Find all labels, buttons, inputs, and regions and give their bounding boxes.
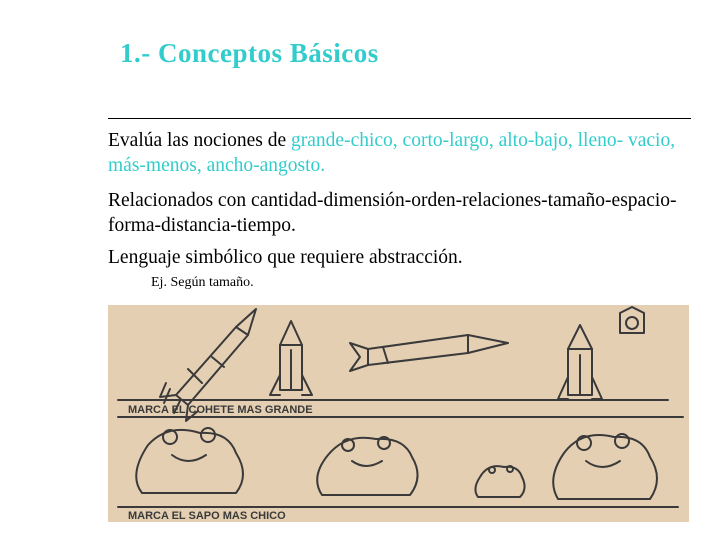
worksheet-image	[108, 305, 689, 522]
example-label: Ej. Según tamaño.	[151, 275, 254, 290]
paragraph-nociones-lead: Evalúa las nociones de	[108, 130, 292, 151]
paragraph-nociones	[108, 128, 698, 178]
row1-caption: MARCA EL COHETE MAS GRANDE	[128, 404, 313, 416]
paragraph-lenguaje: Lenguaje simbólico que requiere abstracción.	[108, 247, 463, 268]
title-divider	[108, 118, 691, 119]
worksheet-drawing	[108, 305, 689, 522]
nociones-highlight: grande-chico, corto-largo, alto-bajo, lleno- vacio, más-menos, ancho-angosto.	[108, 130, 676, 176]
paragraph-relaciones: Relacionados con cantidad-dimensión-orden-relaciones-tamaño-espacio-forma-distancia-tiempo.	[108, 190, 677, 236]
slide-title: 1.- Conceptos Básicos	[120, 38, 379, 68]
row2-caption: MARCA EL SAPO MAS CHICO	[128, 510, 286, 522]
